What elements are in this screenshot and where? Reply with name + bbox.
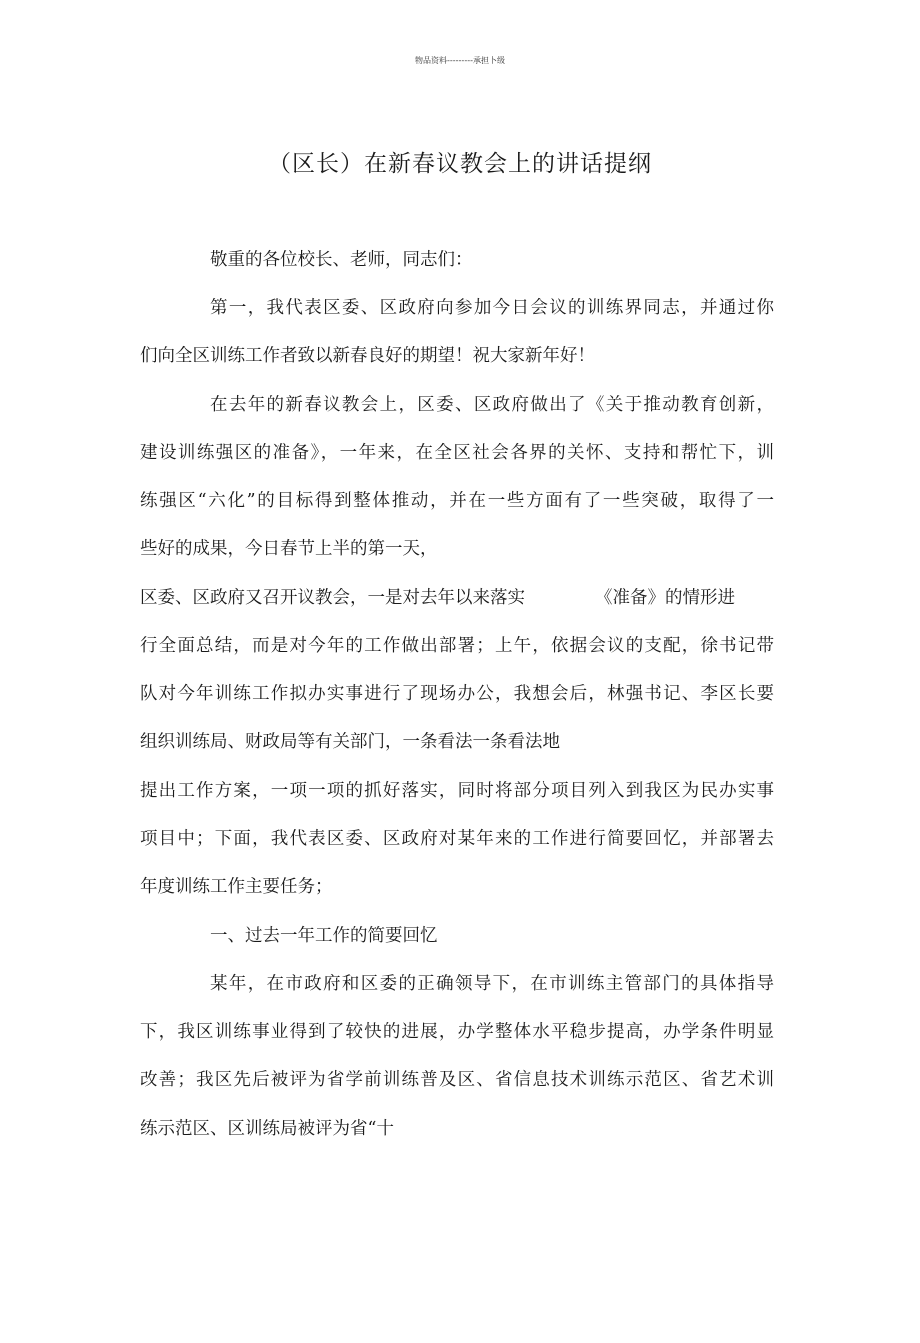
section-heading: 一、过去一年工作的简要回忆 bbox=[210, 926, 438, 946]
paragraph-line: 练示范区、区训练局被评为省“十 bbox=[140, 1119, 394, 1139]
paragraph-line bbox=[140, 586, 735, 610]
paragraph-line: 练强区“六化”的目标得到整体推动，并在一些方面有了一些突破，取得了一 bbox=[140, 491, 774, 511]
paragraph-line: 在去年的新春议教会上，区委、区政府做出了《关于推动教育创新， bbox=[210, 395, 774, 415]
paragraph-line: 些好的成果，今日春节上半的第一天， bbox=[140, 539, 438, 559]
page-header: 物品资料---------承担卜级 bbox=[415, 56, 505, 65]
paragraph-line: 项目中；下面，我代表区委、区政府对某年来的工作进行简要回忆，并部署去 bbox=[140, 829, 774, 849]
document-title: （区长）在新春议教会上的讲话提纲 bbox=[268, 151, 652, 177]
paragraph-line-part: 区委、区政府又召开议教会，一是对去年以来落实 bbox=[140, 588, 525, 608]
paragraph-line: 队对今年训练工作拟办实事进行了现场办公，我想会后，林强书记、李区长要 bbox=[140, 684, 774, 704]
paragraph-line: 某年，在市政府和区委的正确领导下，在市训练主管部门的具体指导 bbox=[210, 974, 774, 994]
paragraph-line: 建设训练强区的准备》，一年来，在全区社会各界的关怀、支持和帮忙下，训 bbox=[140, 443, 774, 463]
paragraph-line: 下，我区训练事业得到了较快的进展，办学整体水平稳步提高，办学条件明显 bbox=[140, 1022, 774, 1042]
paragraph-line-part: 《准备》的情形进 bbox=[595, 588, 735, 608]
paragraph-line: 们向全区训练工作者致以新春良好的期望！祝大家新年好！ bbox=[140, 346, 595, 366]
paragraph-line: 第一，我代表区委、区政府向参加今日会议的训练界同志，并通过你 bbox=[210, 298, 774, 318]
paragraph-line: 年度训练工作主要任务； bbox=[140, 877, 333, 897]
paragraph-line: 行全面总结，而是对今年的工作做出部署；上午，依据会议的支配，徐书记带 bbox=[140, 636, 774, 656]
paragraph-line: 组织训练局、财政局等有关部门，一条看法一条看法地 bbox=[140, 732, 560, 752]
paragraph-line: 改善；我区先后被评为省学前训练普及区、省信息技术训练示范区、省艺术训 bbox=[140, 1070, 774, 1090]
salutation: 敬重的各位校长、老师，同志们： bbox=[210, 250, 473, 270]
paragraph-line: 提出工作方案，一项一项的抓好落实，同时将部分项目列入到我区为民办实事 bbox=[140, 781, 774, 801]
